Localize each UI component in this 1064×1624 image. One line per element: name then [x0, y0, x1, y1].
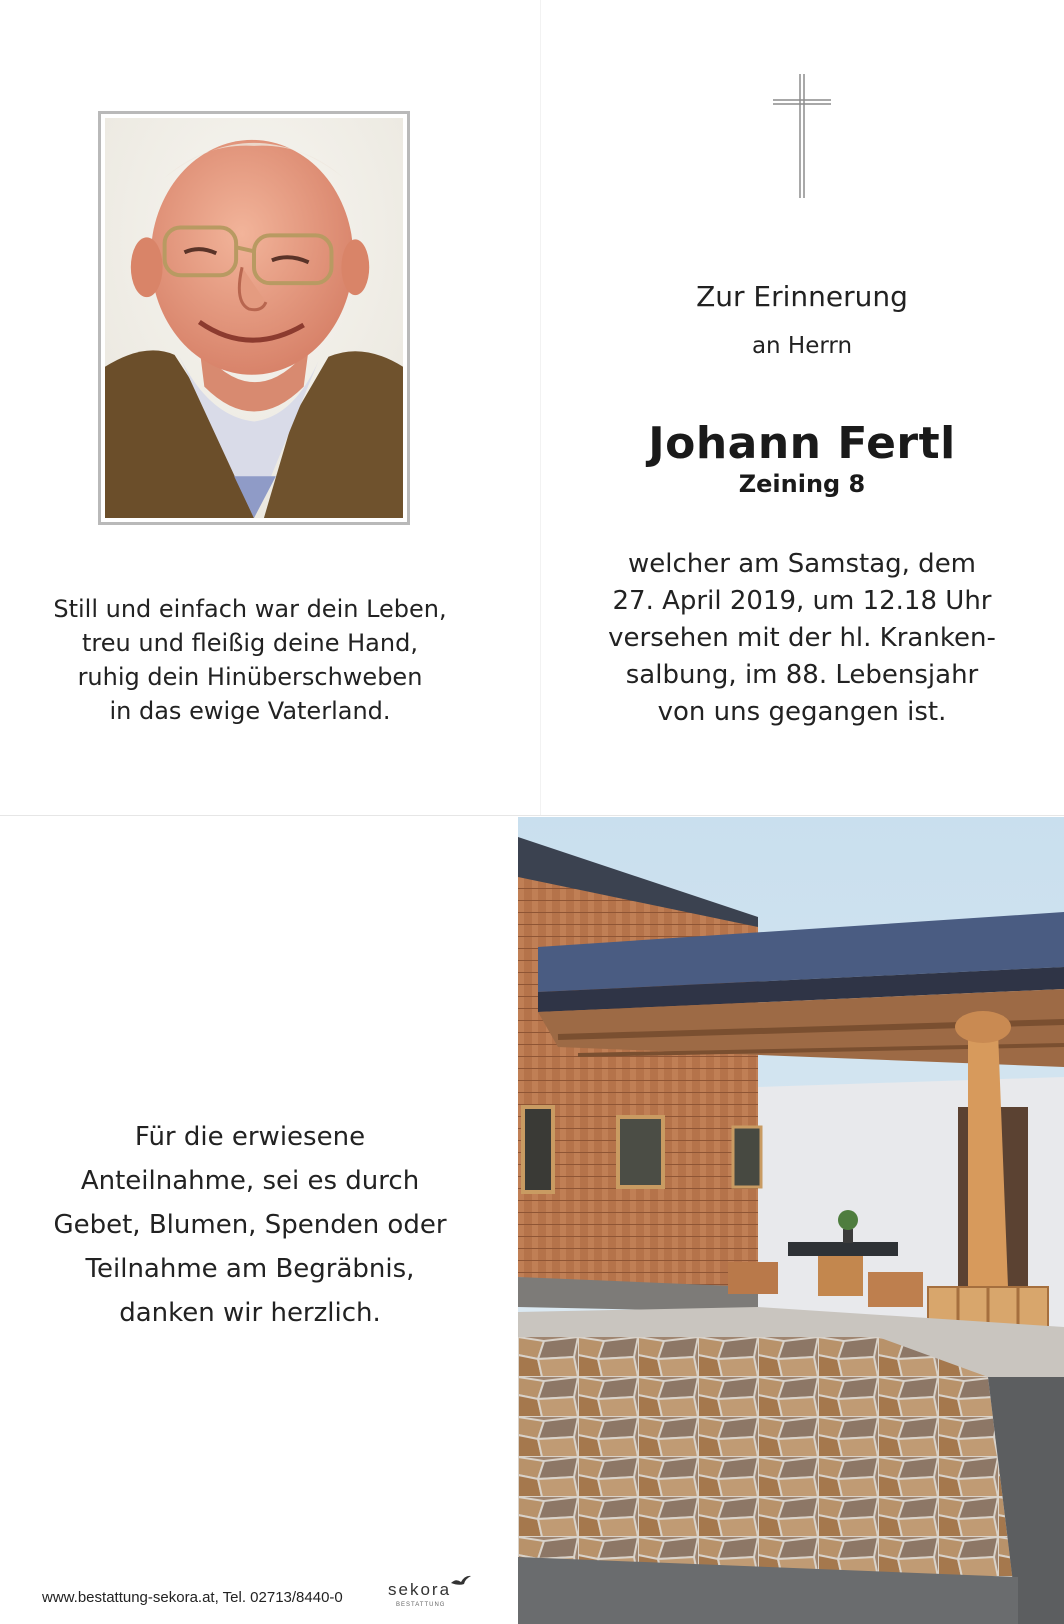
- cross-icon: [771, 72, 833, 200]
- fold-line-horizontal: [0, 815, 1064, 816]
- terrace-image: [518, 817, 1064, 1624]
- logo-text: sekora: [388, 1580, 452, 1599]
- deceased-name: Johann Fertl: [648, 418, 956, 469]
- thanks-line: Für die erwiesene: [134, 1122, 366, 1152]
- verse-line: treu und fleißig deine Hand,: [82, 629, 418, 657]
- thanks-text: [30, 1115, 470, 1335]
- memorial-title: Zur Erinnerung: [696, 280, 908, 313]
- memorial-body-line: salbung, im 88. Lebensjahr: [625, 660, 979, 690]
- deceased-address: Zeining 8: [738, 470, 866, 498]
- verse-text: [40, 592, 460, 728]
- verse-line: Still und einfach war dein Leben,: [53, 595, 447, 623]
- bird-icon: [450, 1574, 472, 1590]
- memorial-body-line: welcher am Samstag, dem: [627, 549, 977, 579]
- portrait-photo: [98, 111, 410, 525]
- verse-line: ruhig dein Hinüberschweben: [77, 663, 423, 691]
- house-terrace-photo: [518, 817, 1064, 1624]
- thanks-line: Teilnahme am Begräbnis,: [85, 1254, 415, 1284]
- memorial-subtitle: an Herrn: [751, 333, 853, 359]
- memorial-body: [560, 546, 1044, 731]
- thanks-line: danken wir herzlich.: [119, 1298, 381, 1328]
- memorial-body-line: versehen mit der hl. Kranken-: [608, 623, 996, 653]
- fold-line-vertical: [540, 0, 541, 815]
- thanks-line: Anteilnahme, sei es durch: [80, 1166, 420, 1196]
- sekora-logo: [388, 1580, 451, 1614]
- portrait-image: [105, 118, 403, 518]
- memorial-body-line: von uns gegangen ist.: [657, 697, 947, 727]
- memorial-body-line: 27. April 2019, um 12.18 Uhr: [612, 586, 992, 616]
- logo-subtext: BESTATTUNG: [396, 1602, 446, 1608]
- footer-contact: www.bestattung-sekora.at, Tel. 02713/8440-0: [42, 1589, 343, 1606]
- thanks-line: Gebet, Blumen, Spenden oder: [53, 1210, 447, 1240]
- verse-line: in das ewige Vaterland.: [109, 697, 391, 725]
